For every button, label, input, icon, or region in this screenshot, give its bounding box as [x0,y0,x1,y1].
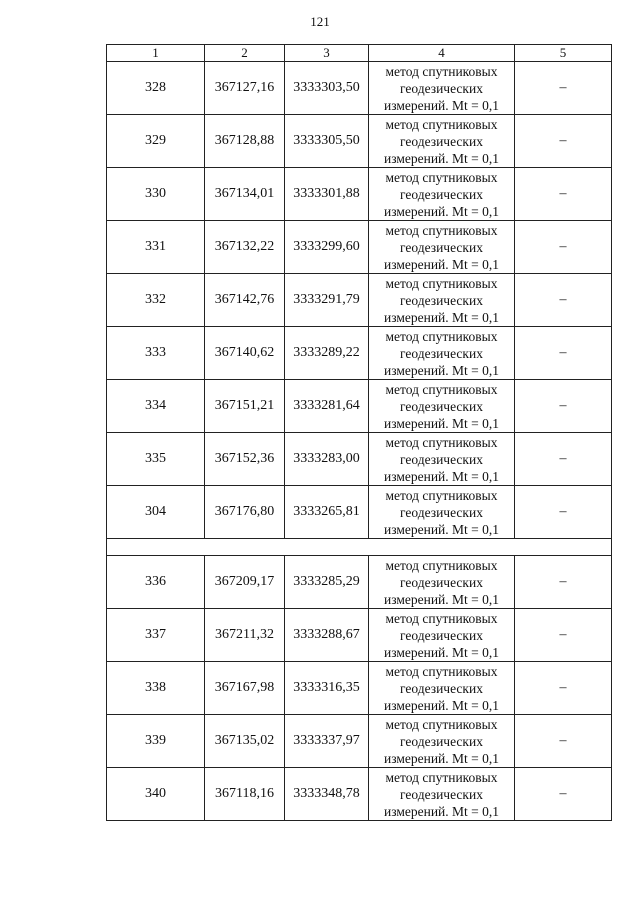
column-5-cell: – [515,221,612,274]
method-cell [369,115,515,168]
x-coordinate-cell: 367211,32 [205,609,285,662]
y-coordinate-cell: 3333301,88 [285,168,369,221]
method-line: измерений. Mt = 0,1 [383,591,500,607]
method-line: геодезических [400,398,483,414]
method-line: измерений. Mt = 0,1 [383,644,500,660]
y-coordinate-cell: 3333337,97 [285,715,369,768]
method-line: метод спутниковых [385,663,498,679]
method-line: метод спутниковых [385,222,498,238]
column-5-cell: – [515,327,612,380]
y-coordinate-cell: 3333283,00 [285,433,369,486]
x-coordinate-cell: 367118,16 [205,768,285,821]
header-row [107,45,612,62]
method-cell [369,274,515,327]
point-number-cell: 330 [107,168,205,221]
table-row [107,221,612,274]
y-coordinate-cell: 3333291,79 [285,274,369,327]
column-header: 1 [107,45,205,62]
method-cell [369,768,515,821]
table-body [107,45,612,821]
column-header: 2 [205,45,285,62]
point-number-cell: 337 [107,609,205,662]
method-line: геодезических [400,345,483,361]
column-5-cell: – [515,556,612,609]
table-row [107,662,612,715]
y-coordinate-cell: 3333316,35 [285,662,369,715]
table-row [107,486,612,539]
page-number: 121 [310,14,330,29]
table-row [107,327,612,380]
method-cell [369,221,515,274]
method-line: метод спутниковых [385,381,498,397]
method-line: измерений. Mt = 0,1 [383,256,500,272]
method-line: геодезических [400,451,483,467]
method-line: измерений. Mt = 0,1 [383,697,500,713]
method-line: метод спутниковых [385,610,498,626]
column-5-cell: – [515,274,612,327]
column-5-cell: – [515,662,612,715]
x-coordinate-cell: 367176,80 [205,486,285,539]
method-line: измерений. Mt = 0,1 [383,750,500,766]
column-header: 3 [285,45,369,62]
method-line: измерений. Mt = 0,1 [383,97,500,113]
y-coordinate-cell: 3333303,50 [285,62,369,115]
y-coordinate-cell: 3333285,29 [285,556,369,609]
x-coordinate-cell: 367134,01 [205,168,285,221]
table-row [107,609,612,662]
x-coordinate-cell: 367140,62 [205,327,285,380]
table-row [107,768,612,821]
point-number-cell: 328 [107,62,205,115]
method-cell [369,609,515,662]
method-line: измерений. Mt = 0,1 [383,803,500,819]
separator-cell [107,539,612,556]
method-line: метод спутниковых [385,434,498,450]
column-header: 5 [515,45,612,62]
method-line: геодезических [400,733,483,749]
method-cell [369,486,515,539]
method-line: геодезических [400,786,483,802]
y-coordinate-cell: 3333299,60 [285,221,369,274]
method-line: метод спутниковых [385,169,498,185]
method-line: геодезических [400,292,483,308]
column-5-cell: – [515,486,612,539]
column-5-cell: – [515,168,612,221]
column-5-cell: – [515,115,612,168]
x-coordinate-cell: 367135,02 [205,715,285,768]
table-row [107,62,612,115]
method-line: измерений. Mt = 0,1 [383,362,500,378]
method-line: геодезических [400,239,483,255]
x-coordinate-cell: 367132,22 [205,221,285,274]
method-line: метод спутниковых [385,63,498,79]
point-number-cell: 332 [107,274,205,327]
method-line: геодезических [400,680,483,696]
coordinates-table [106,44,612,821]
y-coordinate-cell: 3333288,67 [285,609,369,662]
method-line: геодезических [400,504,483,520]
method-line: измерений. Mt = 0,1 [383,415,500,431]
y-coordinate-cell: 3333348,78 [285,768,369,821]
method-line: метод спутниковых [385,487,498,503]
table-row [107,115,612,168]
method-line: метод спутниковых [385,275,498,291]
method-line: метод спутниковых [385,716,498,732]
method-line: метод спутниковых [385,328,498,344]
method-line: измерений. Mt = 0,1 [383,521,500,537]
method-cell [369,556,515,609]
point-number-cell: 338 [107,662,205,715]
point-number-cell: 334 [107,380,205,433]
point-number-cell: 336 [107,556,205,609]
method-line: измерений. Mt = 0,1 [383,150,500,166]
table-row [107,168,612,221]
method-line: измерений. Mt = 0,1 [383,203,500,219]
x-coordinate-cell: 367127,16 [205,62,285,115]
method-cell [369,433,515,486]
x-coordinate-cell: 367167,98 [205,662,285,715]
x-coordinate-cell: 367151,21 [205,380,285,433]
method-line: измерений. Mt = 0,1 [383,468,500,484]
x-coordinate-cell: 367128,88 [205,115,285,168]
column-5-cell: – [515,609,612,662]
table-row [107,715,612,768]
column-5-cell: – [515,62,612,115]
table-row [107,556,612,609]
method-line: геодезических [400,133,483,149]
method-line: метод спутниковых [385,769,498,785]
x-coordinate-cell: 367209,17 [205,556,285,609]
point-number-cell: 331 [107,221,205,274]
column-header: 4 [369,45,515,62]
table-row [107,274,612,327]
point-number-cell: 335 [107,433,205,486]
column-5-cell: – [515,715,612,768]
point-number-cell: 329 [107,115,205,168]
point-number-cell: 333 [107,327,205,380]
column-5-cell: – [515,768,612,821]
table-row [107,380,612,433]
method-cell [369,327,515,380]
point-number-cell: 340 [107,768,205,821]
y-coordinate-cell: 3333265,81 [285,486,369,539]
separator-row [107,539,612,556]
method-line: геодезических [400,80,483,96]
method-line: метод спутниковых [385,116,498,132]
x-coordinate-cell: 367152,36 [205,433,285,486]
table-row [107,433,612,486]
y-coordinate-cell: 3333281,64 [285,380,369,433]
y-coordinate-cell: 3333305,50 [285,115,369,168]
method-line: метод спутниковых [385,557,498,573]
y-coordinate-cell: 3333289,22 [285,327,369,380]
point-number-cell: 304 [107,486,205,539]
method-cell [369,662,515,715]
method-cell [369,715,515,768]
method-line: геодезических [400,574,483,590]
method-line: геодезических [400,627,483,643]
method-line: геодезических [400,186,483,202]
point-number-cell: 339 [107,715,205,768]
column-5-cell: – [515,433,612,486]
column-5-cell: – [515,380,612,433]
method-cell [369,168,515,221]
method-line: измерений. Mt = 0,1 [383,309,500,325]
method-cell [369,62,515,115]
x-coordinate-cell: 367142,76 [205,274,285,327]
method-cell [369,380,515,433]
